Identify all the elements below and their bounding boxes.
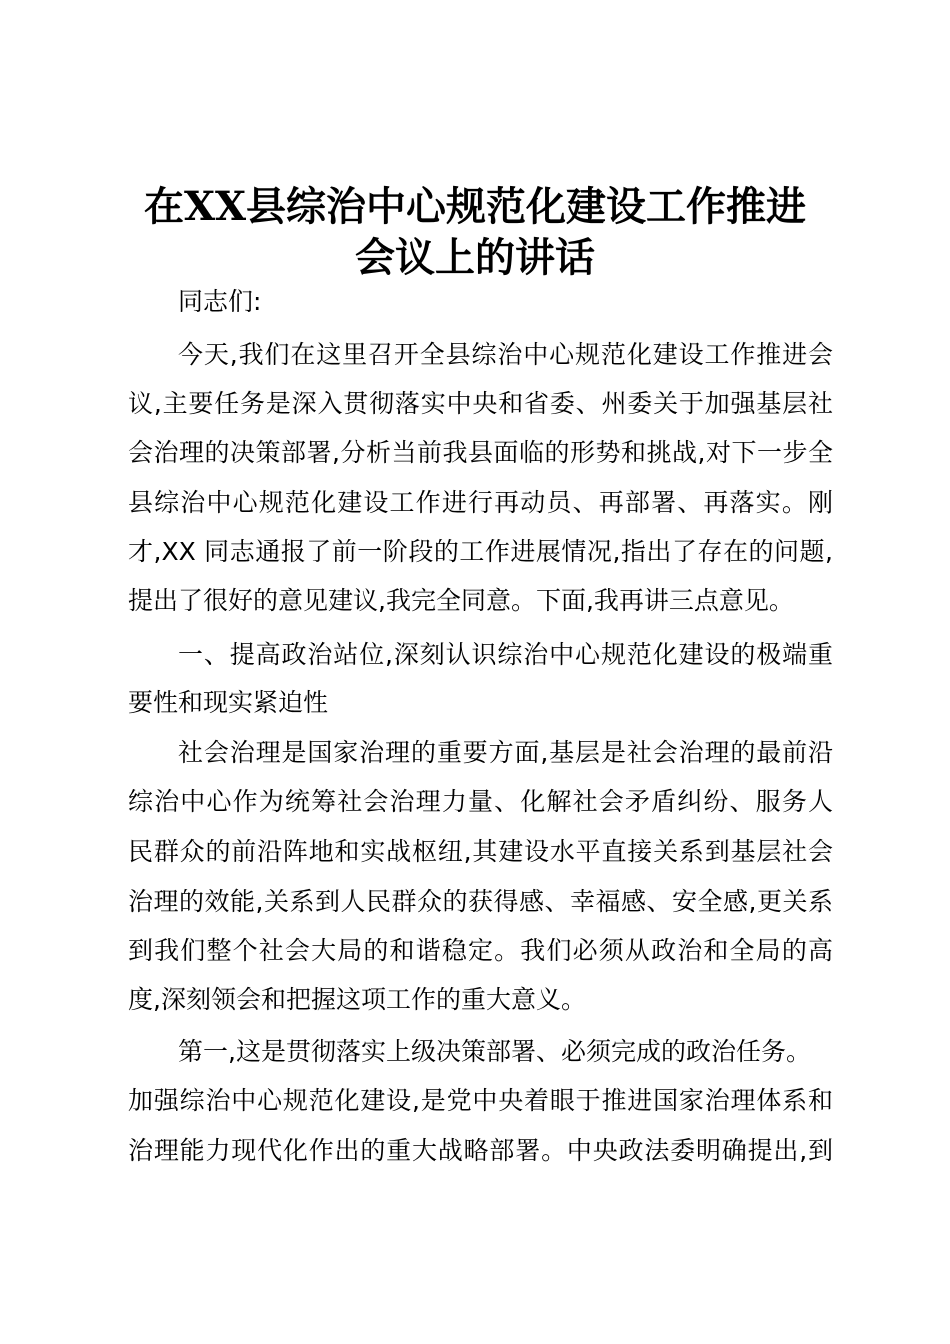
document-title-line-1: 在XX县综治中心规范化建设工作推进 bbox=[143, 183, 807, 230]
body-text-line: 综治中心作为统筹社会治理力量、化解社会矛盾纠纷、服务人 bbox=[128, 787, 833, 816]
body-text-line: 到我们整个社会大局的和谐稳定。我们必须从政治和全局的高 bbox=[128, 936, 833, 965]
body-text-line: 今天,我们在这里召开全县综治中心规范化建设工作推进会 bbox=[178, 340, 833, 369]
body-text-line: 要性和现实紧迫性 bbox=[128, 688, 329, 717]
body-text-line: 第一,这是贯彻落实上级决策部署、必须完成的政治任务。 bbox=[178, 1037, 811, 1066]
document-title-line-2: 会议上的讲话 bbox=[355, 234, 595, 281]
body-text-line: 民群众的前沿阵地和实战枢纽,其建设水平直接关系到基层社会 bbox=[128, 837, 833, 866]
body-text-line: 才,XX 同志通报了前一阶段的工作进展情况,指出了存在的问题, bbox=[128, 537, 833, 566]
body-text-line: 社会治理是国家治理的重要方面,基层是社会治理的最前沿 bbox=[178, 738, 833, 767]
body-text-line: 会治理的决策部署,分析当前我县面临的形势和挑战,对下一步全 bbox=[128, 438, 833, 467]
body-text-line: 度,深刻领会和把握这项工作的重大意义。 bbox=[128, 985, 586, 1014]
body-text-line: 治理的效能,关系到人民群众的获得感、幸福感、安全感,更关系 bbox=[128, 887, 833, 916]
salutation: 同志们: bbox=[178, 287, 262, 316]
body-text-line: 治理能力现代化作出的重大战略部署。中央政法委明确提出,到 bbox=[128, 1136, 833, 1165]
body-text-line: 提出了很好的意见建议,我完全同意。下面,我再讲三点意见。 bbox=[128, 586, 794, 615]
body-text-line: 一、提高政治站位,深刻认识综治中心规范化建设的极端重 bbox=[178, 640, 833, 669]
body-text-line: 加强综治中心规范化建设,是党中央着眼于推进国家治理体系和 bbox=[128, 1086, 833, 1115]
body-text-line: 议,主要任务是深入贯彻落实中央和省委、州委关于加强基层社 bbox=[128, 389, 833, 418]
body-text-line: 县综治中心规范化建设工作进行再动员、再部署、再落实。刚 bbox=[128, 488, 833, 517]
